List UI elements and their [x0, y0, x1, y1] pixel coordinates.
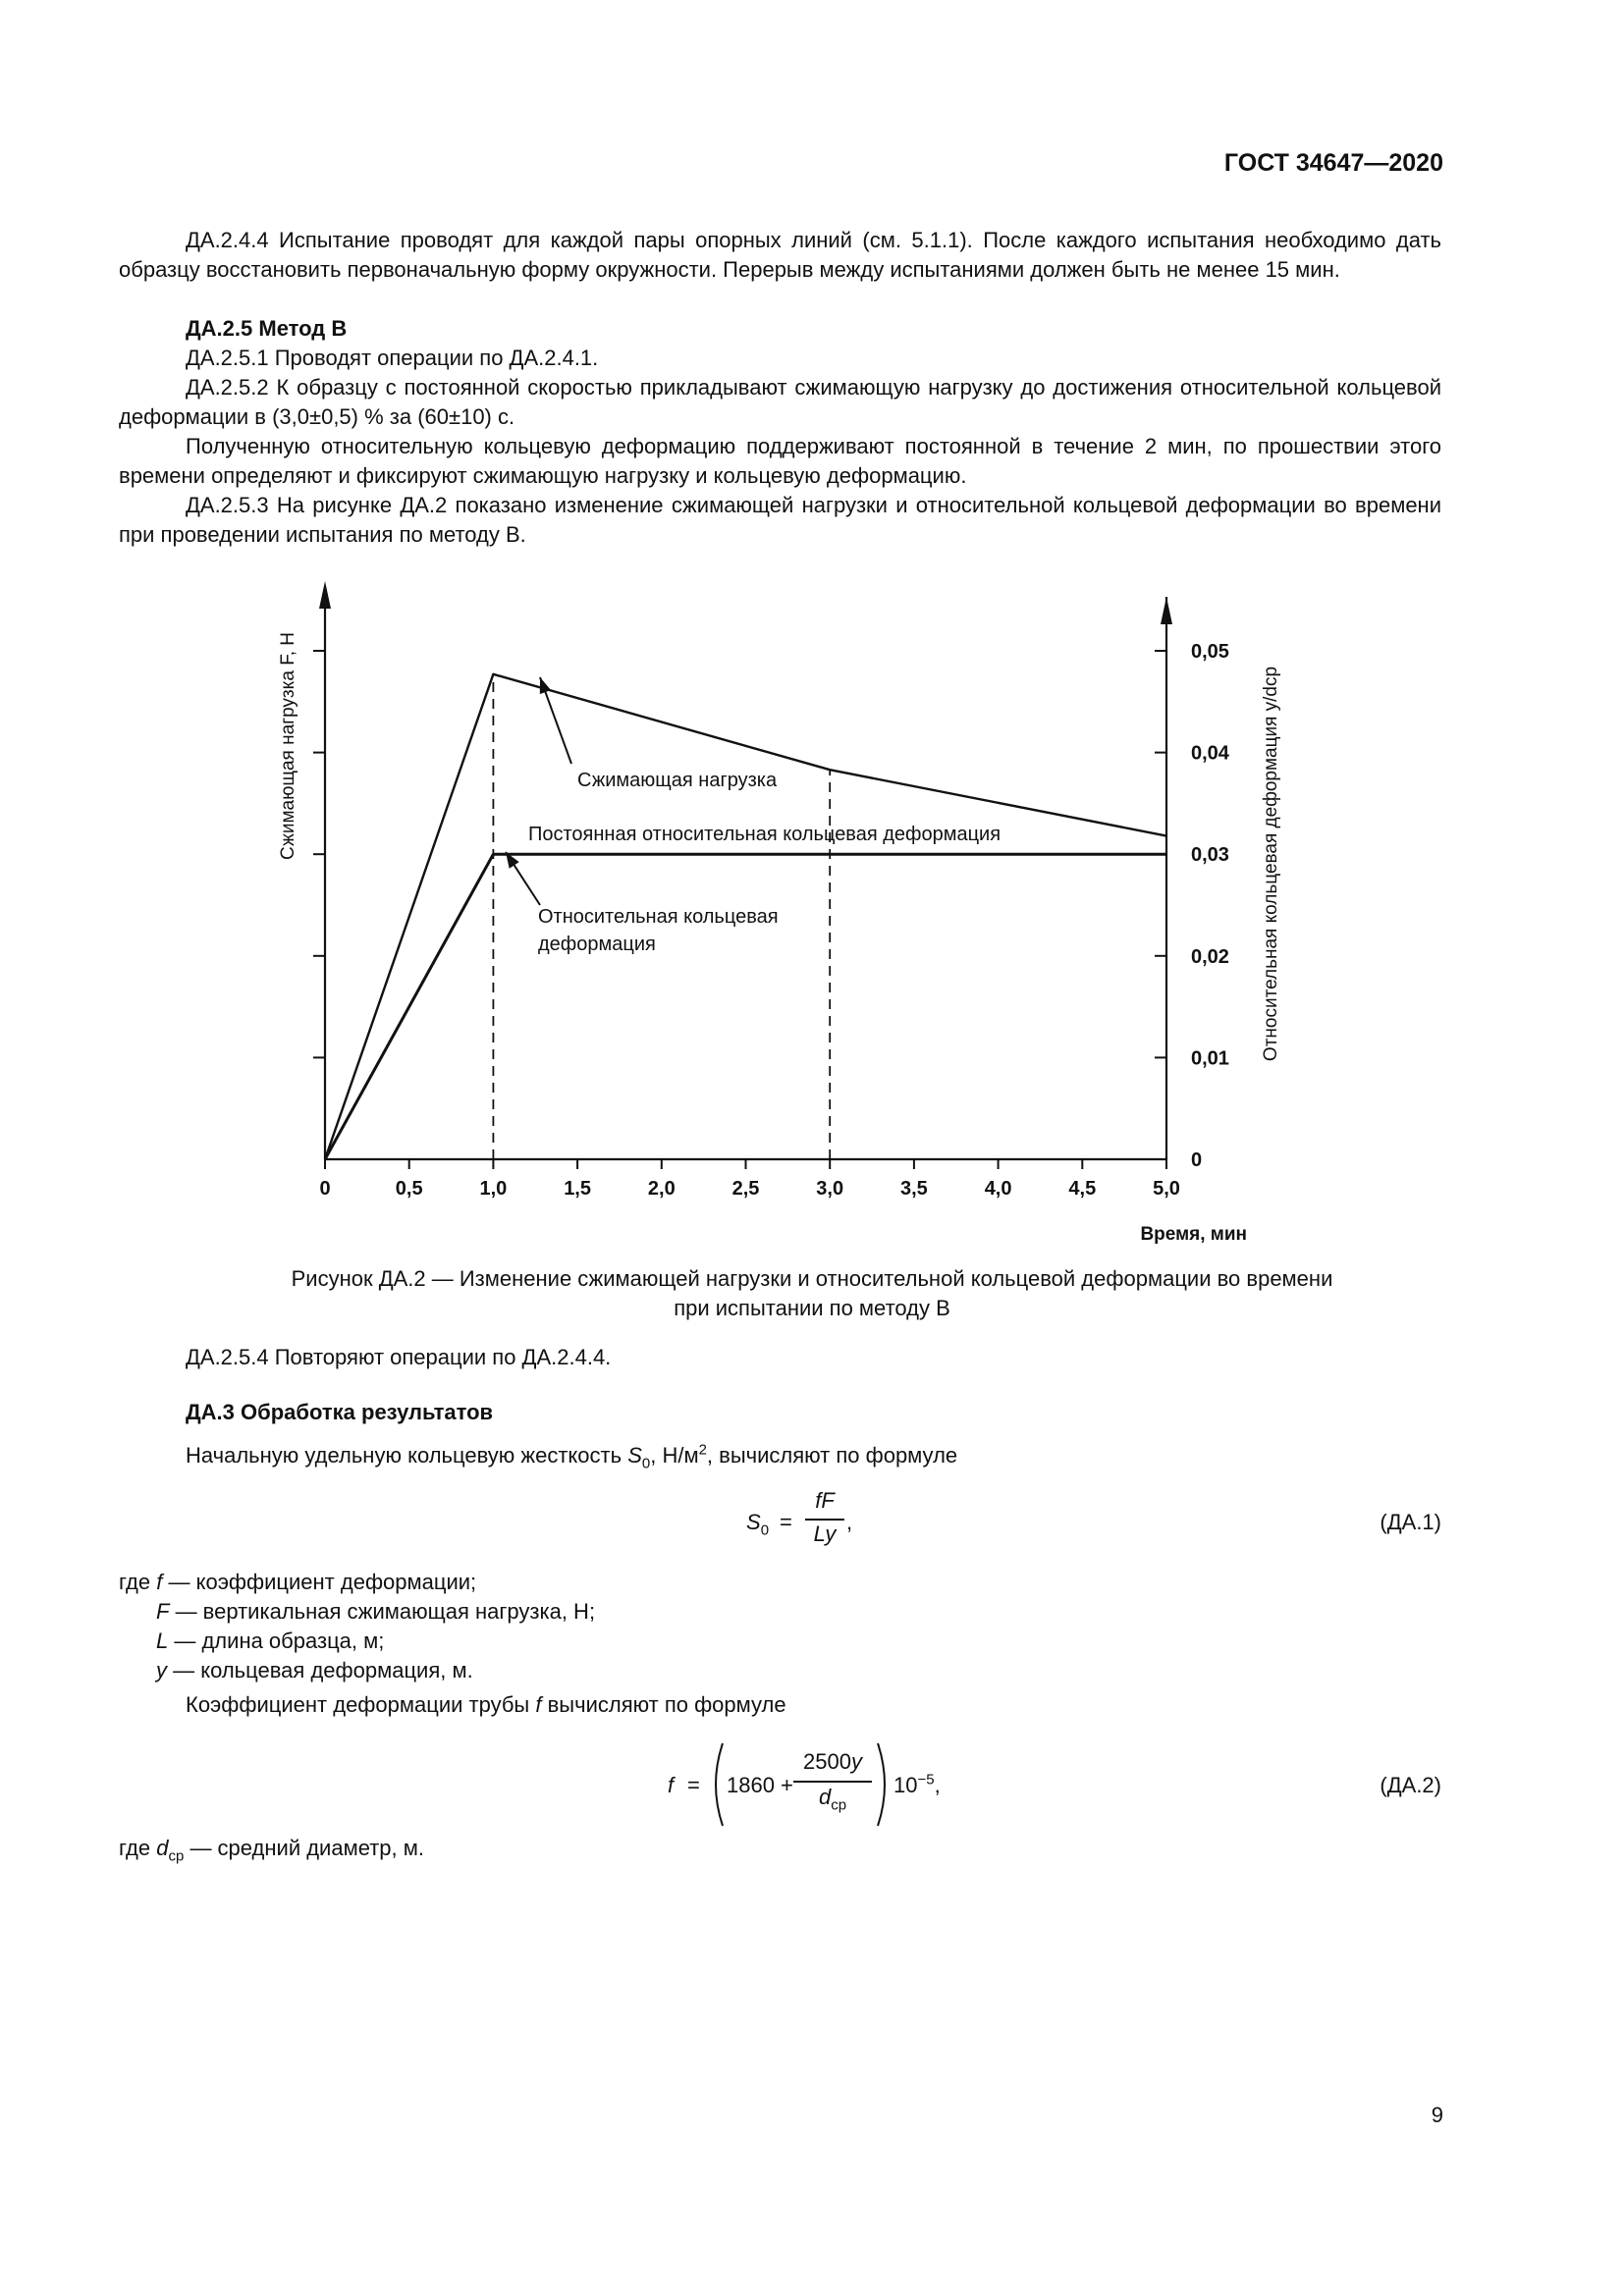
intro-1-post: , вычисляют по формуле	[706, 1443, 958, 1468]
heading-method-b: ДА.2.5 Метод В	[186, 316, 348, 341]
da2-left-paren	[707, 1741, 727, 1828]
paragraph-da-2-5-1: ДА.2.5.1 Проводят операции по ДА.2.4.1.	[186, 346, 599, 370]
formula-da1-label: (ДА.1)	[1380, 1510, 1441, 1534]
where-F: F — вертикальная сжимающая нагрузка, Н;	[156, 1599, 596, 1624]
da1-denominator: Ly	[813, 1522, 837, 1546]
da2-equals: =	[687, 1773, 700, 1797]
da2-fraction-bar	[793, 1781, 872, 1783]
where-y: y — кольцевая деформация, м.	[156, 1658, 473, 1682]
da2-numerator: 2500y	[803, 1749, 862, 1774]
series-deformation-line	[325, 854, 1166, 1159]
left-y-axis-label: Сжимающая нагрузка F, Н	[278, 631, 298, 861]
figure-da-2-chart	[0, 569, 1624, 1256]
where-L: L — длина образца, м;	[156, 1629, 385, 1653]
x-tick-label: 4,5	[1068, 1178, 1097, 1200]
y-tick-label: 0,01	[1191, 1047, 1229, 1070]
da1-lhs: $S_0$	[746, 1510, 770, 1539]
y-tick-label: 0,05	[1191, 641, 1229, 663]
x-ticks	[319, 1159, 1179, 1200]
da1-equals: =	[780, 1510, 792, 1534]
arrow-load-head	[540, 677, 551, 694]
axes	[325, 597, 1166, 1159]
x-tick-label: 0	[319, 1178, 331, 1200]
x-tick-label: 5,0	[1153, 1178, 1180, 1200]
paragraph-da-2-5-3: ДА.2.5.3 На рисунке ДА.2 показано изменение сжимающей нагрузки и относительной кольцевой деформации во времени при проведении испытания по методу В.	[119, 493, 1441, 547]
x-axis-label: Время, мин	[1140, 1224, 1247, 1245]
annotation-arrows	[506, 677, 571, 905]
y-tick-label: 0,02	[1191, 945, 1229, 968]
x-tick-label: 2,0	[647, 1178, 676, 1200]
intro-1-var: S	[627, 1443, 642, 1468]
x-tick-label: 3,5	[899, 1178, 928, 1200]
da2-power: $10^{-5}$,	[893, 1771, 941, 1797]
x-tick-label: 1,0	[479, 1178, 508, 1200]
left-axis-arrow	[319, 581, 331, 609]
intro-1-text: Начальную удельную кольцевую жесткость	[186, 1443, 628, 1468]
right-y-axis-label: Относительная кольцевая деформация y/dср	[1261, 666, 1281, 1062]
intro-1-sub: 0	[641, 1455, 651, 1472]
annotation-deformation-line2: деформация	[538, 934, 656, 955]
where-f: где f — коэффициент деформации;	[119, 1570, 477, 1594]
intro-1-sup: 2	[698, 1441, 707, 1459]
figure-caption-line1: Рисунок ДА.2 — Изменение сжимающей нагрузки и относительной кольцевой деформации во времени	[291, 1266, 1333, 1291]
formula-da2	[668, 1737, 962, 1836]
heading-results: ДА.3 Обработка результатов	[186, 1400, 494, 1424]
da1-comma: ,	[846, 1510, 853, 1534]
y-tick-label: 0	[1191, 1149, 1203, 1171]
paragraph-da-2-5-4: ДА.2.5.4 Повторяют операции по ДА.2.4.4.	[186, 1345, 612, 1369]
where-d: где $d_{ср}$ — средний диаметр, м.	[119, 1836, 424, 1865]
right-axis-arrow	[1161, 597, 1172, 624]
annotation-constant: Постоянная относительная кольцевая деформация	[528, 824, 1001, 845]
x-tick-label: 3,0	[816, 1178, 844, 1200]
document-number: ГОСТ 34647—2020	[1223, 149, 1443, 177]
annotation-deformation-line1: Относительная кольцевая	[538, 906, 779, 928]
x-tick-label: 0,5	[395, 1178, 423, 1200]
y-tick-label: 0,04	[1191, 742, 1229, 765]
paragraph-da-2-5-2-cont: Полученную относительную кольцевую деформацию поддерживают постоянной в течение 2 мин, по прошествии этого времени определяют и фиксируют сжимающую нагрузку и кольцевую деформацию.	[119, 434, 1441, 488]
y-tick-label: 0,03	[1191, 844, 1229, 867]
x-tick-label: 1,5	[564, 1178, 592, 1200]
da2-right-paren	[874, 1741, 893, 1828]
x-tick-label: 4,0	[984, 1178, 1012, 1200]
paragraph-da-2-5-2: ДА.2.5.2 К образцу с постоянной скоростью прикладывают сжимающую нагрузку до достижения относительной кольцевой деформации в (3,0±0,5) % за (60±10) с.	[119, 375, 1441, 429]
formula-da2-label: (ДА.2)	[1380, 1773, 1441, 1797]
da2-constant: 1860 +	[727, 1773, 793, 1797]
paragraph-da-2-4-4: ДА.2.4.4 Испытание проводят для каждой пары опорных линий (см. 5.1.1). После каждого испытания необходимо дать образцу восстановить первоначальную форму окружности. Перерыв между испытаниями должен быть не менее 15 мин.	[119, 228, 1441, 282]
formula-da2-intro: Коэффициент деформации трубы f вычисляют по формуле	[186, 1692, 786, 1717]
figure-caption-line2: при испытании по методу В	[674, 1296, 950, 1320]
intro-1-unit: , Н/м	[650, 1443, 699, 1468]
x-tick-label: 2,5	[731, 1178, 760, 1200]
da1-fraction-bar	[805, 1519, 844, 1521]
da2-lhs: f	[668, 1773, 675, 1797]
da2-denominator: $d_{ср}$	[818, 1785, 847, 1814]
annotation-load: Сжимающая нагрузка	[577, 770, 778, 791]
page-number: 9	[1431, 2103, 1443, 2127]
da1-numerator: fF	[815, 1488, 835, 1513]
left-axis-ticks	[313, 651, 325, 1057]
formula-da1-intro	[119, 1441, 1441, 1470]
